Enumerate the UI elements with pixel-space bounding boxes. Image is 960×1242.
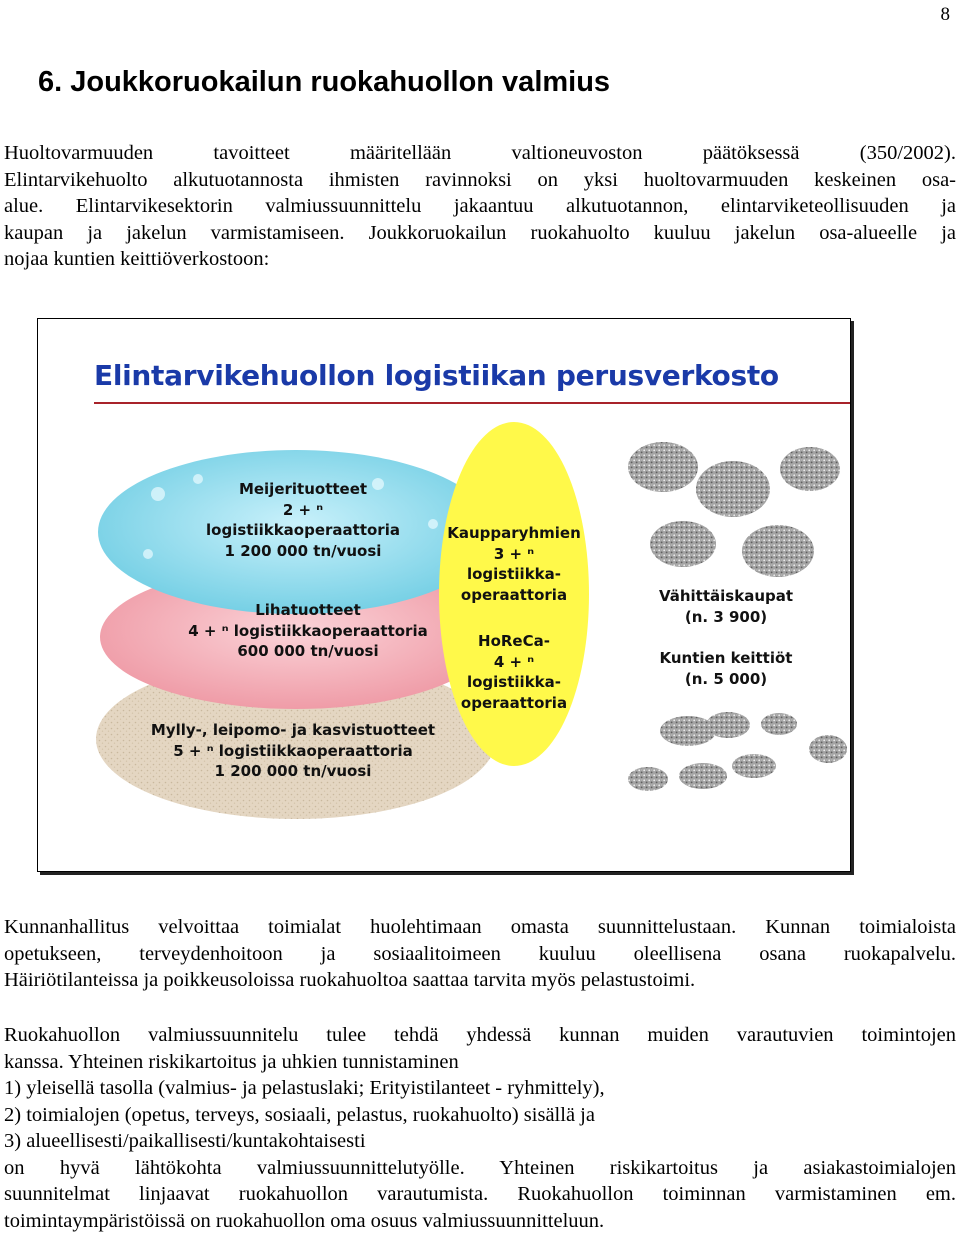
meat-label-line: Lihatuotteet	[255, 601, 361, 619]
store-stone-icon	[780, 447, 840, 491]
store-stone-icon	[809, 735, 847, 763]
retail-stores-label	[646, 586, 806, 627]
store-stone-icon	[761, 713, 797, 735]
mill-label-line: Mylly-, leipomo- ja kasvistuotteet	[150, 721, 436, 739]
horeca-label	[439, 631, 589, 713]
mill-label	[128, 720, 458, 782]
figure-title: Elintarvikehuollon logistiikan perusverkosto	[94, 359, 779, 392]
retail-label-line: Kaupparyhmien	[447, 524, 581, 542]
store-stone-icon	[628, 442, 698, 492]
store-stone-icon	[696, 461, 770, 517]
risk-line: toimintaympäristöissä on ruokahuollon oma osuus valmiussuunnitteluun.	[4, 1209, 605, 1232]
intro-line: Huoltovarmuuden tavoitteet määritellään valtioneuvoston päätöksessä (350/2002).	[4, 142, 956, 164]
intro-line: Elintarvikehuolto alkutuotannosta ihmisten ravinnoksi on yksi huoltovarmuuden keskeinen osa-	[4, 168, 956, 191]
meat-label	[158, 600, 458, 662]
meat-label-line: 600 000 tn/vuosi	[237, 642, 379, 660]
risk-line: Ruokahuollon valmiussuunnitelu tulee tehdä yhdessä kunnan muiden varautuvien toimintojen	[4, 1024, 956, 1046]
risk-line: suunnitelmat linjaavat ruokahuollon varautumista. Ruokahuollon toiminnan varmistaminen em.	[4, 1183, 956, 1205]
page-number: 8	[940, 4, 950, 25]
meat-label-line: 4 + ⁿ logistiikkaoperaattoria	[188, 621, 428, 640]
risk-paragraph	[4, 1022, 956, 1234]
risk-line: kanssa. Yhteinen riskikartoitus ja uhkien tunnistaminen	[4, 1050, 459, 1073]
section-heading: 6. Joukkoruokailun ruokahuollon valmius	[38, 66, 611, 98]
intro-paragraph	[4, 140, 956, 273]
dairy-droplet-icon	[151, 487, 165, 501]
risk-list-item: 2) toimialojen (opetus, terveys, sosiaali, pelastus, ruokahuolto) sisällä ja	[4, 1103, 595, 1126]
dairy-label-line: 2 + ⁿ	[282, 500, 324, 519]
municipal-kitchens-label	[646, 648, 806, 689]
store-stone-icon	[650, 521, 716, 567]
dairy-label	[168, 479, 438, 561]
retail-stores-line: Vähittäiskaupat	[658, 587, 794, 605]
store-stone-icon	[628, 767, 668, 791]
retail-label-line: logistiikka-	[466, 565, 561, 583]
dairy-label-line: 1 200 000 tn/vuosi	[224, 541, 382, 560]
horeca-label-line: 4 + ⁿ	[493, 652, 535, 671]
risk-line: on hyvä lähtökohta valmiussuunnittelutyölle. Yhteinen riskikartoitus ja asiakastoimialojen	[4, 1156, 956, 1179]
store-stone-icon	[706, 712, 750, 738]
mill-label-line: 5 + ⁿ logistiikkaoperaattoria	[173, 741, 413, 760]
intro-line: alue. Elintarvikesektorin valmiussuunnittelu jakaantuu alkutuotannon, elintarviketeollisuuden ja	[4, 195, 956, 217]
retail-chains-label	[439, 523, 589, 605]
risk-list-item: 1) yleisellä tasolla (valmius- ja pelastuslaki; Erityistilanteet - ryhmittely),	[4, 1077, 605, 1099]
municipal-line: opetukseen, terveydenhoitoon ja sosiaalitoimeen kuuluu oleellisena osana ruokapalvelu.	[4, 942, 956, 965]
horeca-label-line: logistiikka-	[466, 673, 561, 691]
dairy-label-line: logistiikkaoperaattoria	[206, 521, 400, 539]
risk-list-item: 3) alueellisesti/paikallisesti/kuntakohtaisesti	[4, 1130, 366, 1152]
municipal-paragraph	[4, 914, 956, 994]
retail-label-line: operaattoria	[460, 585, 568, 604]
dairy-label-line: Meijerituotteet	[238, 480, 368, 498]
intro-line: kaupan ja jakelun varmistamiseen. Joukkoruokailun ruokahuolto kuuluu jakelun osa-alueelle ja	[4, 221, 956, 244]
store-stone-icon	[732, 754, 776, 778]
municipal-kitchens-line: Kuntien keittiöt	[659, 649, 793, 667]
municipal-line: Häiriötilanteissa ja poikkeusoloissa ruokahuoltoa saattaa tarvita myös pelastustoimi.	[4, 969, 696, 991]
horeca-label-line: operaattoria	[460, 693, 568, 712]
mill-label-line: 1 200 000 tn/vuosi	[214, 762, 372, 780]
retail-label-line: 3 + ⁿ	[493, 544, 535, 563]
intro-line: nojaa kuntien keittiöverkostoon:	[4, 248, 270, 270]
horeca-label-line: HoReCa-	[478, 632, 550, 650]
retail-stores-line: (n. 3 900)	[684, 607, 768, 626]
dairy-droplet-icon	[143, 549, 153, 559]
municipal-line: Kunnanhallitus velvoittaa toimialat huolehtimaan omasta suunnittelustaan. Kunnan toimialoista	[4, 916, 956, 938]
municipal-kitchens-line: (n. 5 000)	[684, 669, 768, 688]
store-stone-icon	[742, 525, 814, 577]
logistics-network-figure	[37, 318, 851, 872]
store-stone-icon	[679, 763, 727, 789]
